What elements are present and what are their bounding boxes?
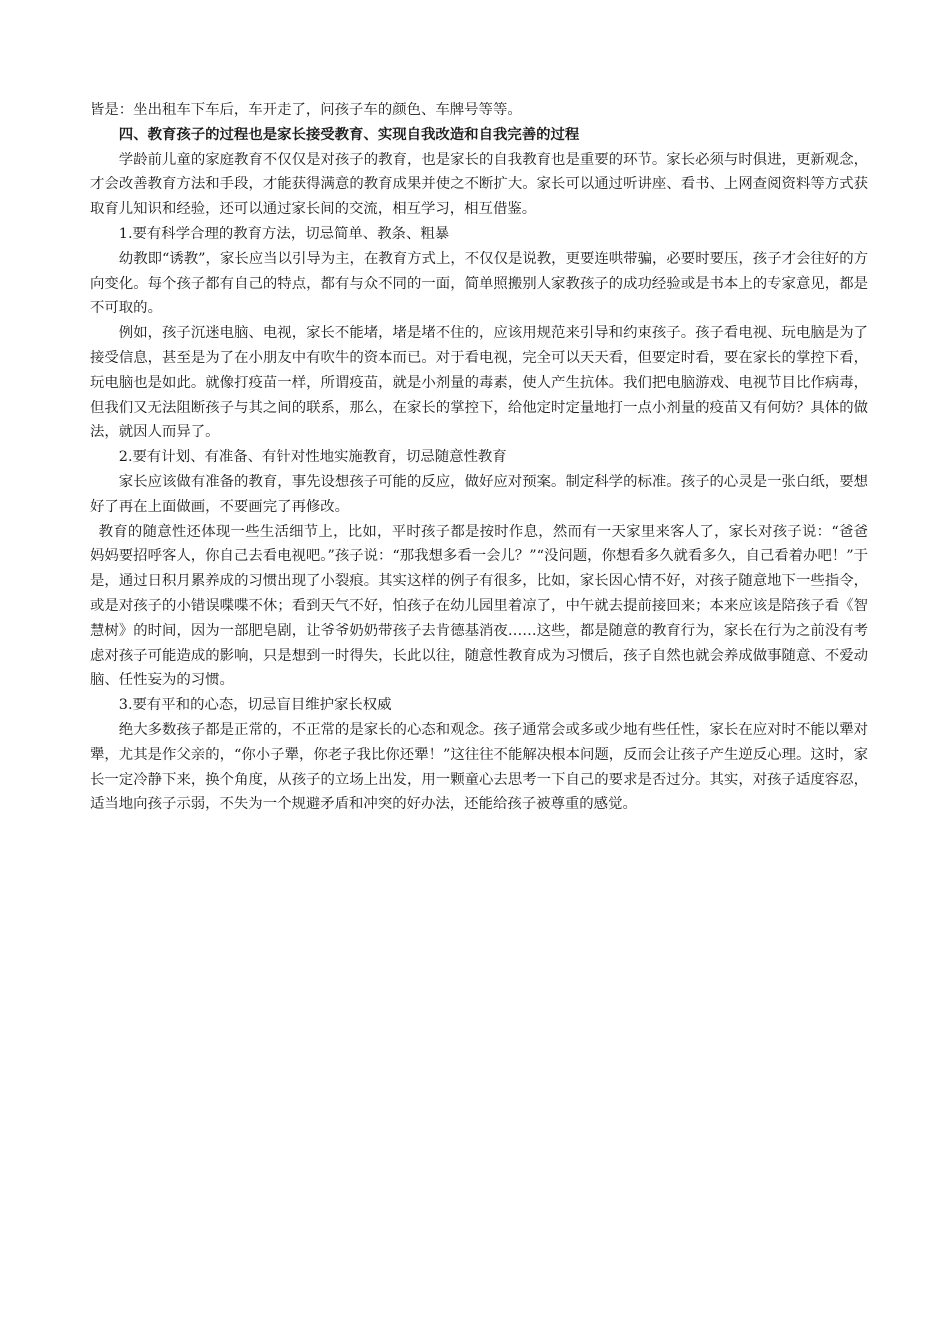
- paragraph-guiding: 幼教即“诱教”，家长应当以引导为主，在教育方式上，不仅仅是说教，更要连哄带骗，必要时要压，孩子才会往好的方向变化。每个孩子都有自己的特点，都有与众不同的一面，简单照搬别人家教孩子的成功经验或是书本上的专家意见，都是不可取的。: [90, 250, 868, 317]
- subheading-3: 3.要有平和的心态，切忌盲目维护家长权威: [118, 697, 392, 714]
- subheading-1: 1.要有科学合理的教育方法，切忌简单、教条、粗暴: [118, 225, 450, 242]
- section-heading-4: 四、教育孩子的过程也是家长接受教育、实现自我改造和自我完善的过程: [118, 125, 580, 143]
- paragraph-calm-attitude: 绝大多数孩子都是正常的，不正常的是家长的心态和观念。孩子通常会或多或少地有些任性，家长在应对时不能以犟对犟，尤其是作父亲的，“你小子犟，你老子我比你还犟！”这往往不能解决根本问题，反而会让孩子产生逆反心理。这时，家长一定冷静下来，换个角度，从孩子的立场上出发，用一颗童心去思考一下自己的要求是否过分。其实，对孩子适度容忍，适当地向孩子示弱，不失为一个规避矛盾和冲突的好办法，还能给孩子被尊重的感觉。: [90, 721, 868, 813]
- document-body: [90, 98, 868, 817]
- paragraph-prepared-education: 家长应该做有准备的教育，事先设想孩子可能的反应，做好应对预案。制定科学的标准。孩子的心灵是一张白纸，要想好了再在上面做画，不要画完了再修改。: [90, 473, 868, 515]
- paragraph-self-education: 学龄前儿童的家庭教育不仅仅是对孩子的教育，也是家长的自我教育也是重要的环节。家长必须与时俱进，更新观念，才会改善教育方法和手段，才能获得满意的教育成果并使之不断扩大。家长可以通过听讲座、看书、上网查阅资料等方式获取育儿知识和经验，还可以通过家长间的交流，相互学习，相互借鉴。: [90, 151, 868, 218]
- paragraph-intro-tail: 皆是：坐出租车下车后，车开走了，问孩子车的颜色、车牌号等等。: [90, 102, 522, 118]
- paragraph-example-tv: 例如，孩子沉迷电脑、电视，家长不能堵，堵是堵不住的，应该用规范来引导和约束孩子。孩子看电视、玩电脑是为了接受信息，甚至是为了在小朋友中有吹牛的资本而已。对于看电视，完全可以天天看，但要定时看，要在家长的掌控下看，玩电脑也是如此。就像打疫苗一样，所谓疫苗，就是小剂量的毒素，使人产生抗体。我们把电脑游戏、电视节目比作病毒，但我们又无法阻断孩子与其之间的联系，那么，在家长的掌控下，给他定时定量地打一点小剂量的疫苗又有何妨？具体的做法，就因人而异了。: [90, 325, 868, 441]
- subheading-2: 2.要有计划、有准备、有针对性地实施教育，切忌随意性教育: [118, 449, 507, 466]
- paragraph-randomness: 教育的随意性还体现一些生活细节上，比如，平时孩子都是按时作息，然而有一天家里来客人了，家长对孩子说：“爸爸妈妈要招呼客人，你自己去看电视吧。”孩子说：“那我想多看一会儿？”“没问题，你想看多久就看多久，自己看着办吧！”于是，通过日积月累养成的习惯出现了小裂痕。其实这样的例子有很多，比如，家长因心情不好，对孩子随意地下一些指令，或是对孩子的小错误喋喋不休；看到天气不好，怕孩子在幼儿园里着凉了，中午就去提前接回来；本来应该是陪孩子看《智慧树》的时间，因为一部肥皂剧，让爷爷奶奶带孩子去肯德基消夜……这些，都是随意的教育行为，家长在行为之前没有考虑对孩子可能造成的影响，只是想到一时得失，长此以往，随意性教育成为习惯后，孩子自然也就会养成做事随意、不爱动脑、任性妄为的习惯。: [90, 523, 868, 689]
